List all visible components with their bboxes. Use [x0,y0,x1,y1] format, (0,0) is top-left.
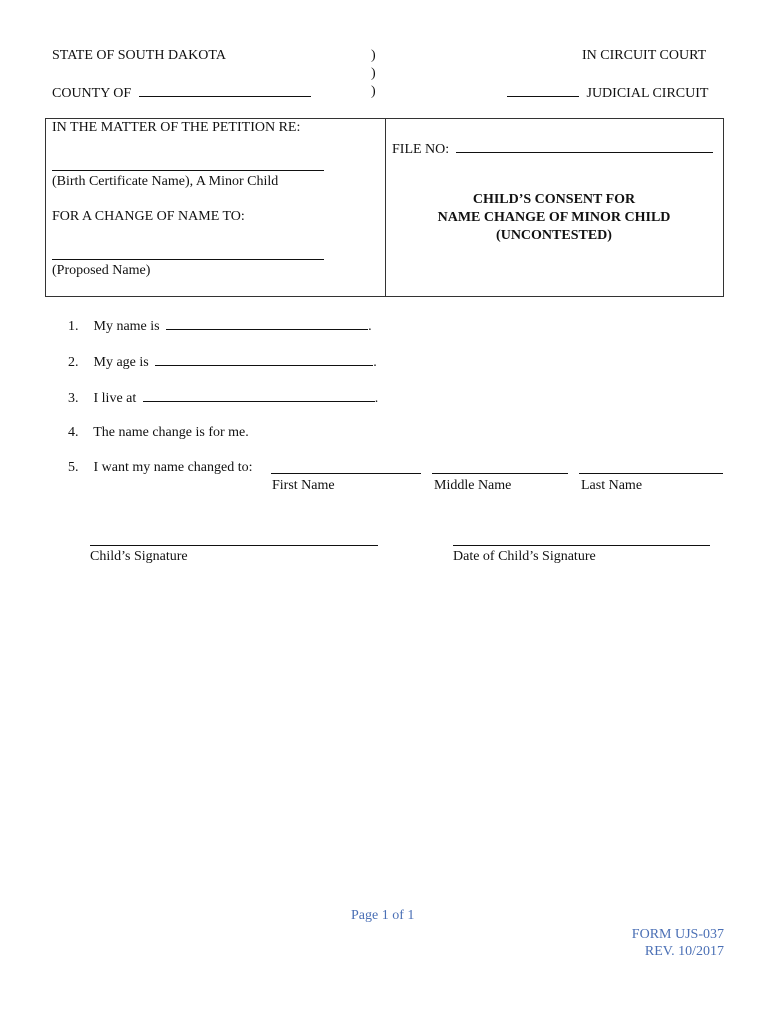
last-name-caption: Last Name [581,478,643,493]
signature-date-caption: Date of Child’s Signature [453,549,596,564]
item-name [68,317,372,335]
first-name-caption: First Name [272,478,335,493]
file-number-label: FILE NO: [392,142,450,157]
first-name-field[interactable] [271,473,421,474]
circuit-heading [507,84,708,102]
item-number: 3. [68,391,79,406]
page-number: Page 1 of 1 [351,908,415,923]
proposed-name-caption: (Proposed Name) [52,263,151,278]
file-number-row [392,140,713,158]
form-title-line-3: (UNCONTESTED) [496,228,612,243]
matter-heading: IN THE MATTER OF THE PETITION RE: [52,120,301,135]
item-for-me [68,425,249,441]
middle-name-caption: Middle Name [434,478,512,493]
item-number: 2. [68,355,79,370]
item-number: 5. [68,460,79,475]
circuit-number-field[interactable] [507,84,579,97]
change-to-heading: FOR A CHANGE OF NAME TO: [52,209,245,224]
paren-1: ) [371,48,376,63]
address-field[interactable] [143,389,375,402]
proposed-name-field[interactable] [52,259,324,260]
county-heading [52,84,311,102]
item-text: My age is [93,355,149,370]
item-age [68,353,377,371]
county-field[interactable] [139,84,311,97]
paren-3: ) [371,84,376,99]
child-signature-field[interactable] [90,545,378,546]
last-name-field[interactable] [579,473,723,474]
signature-date-field[interactable] [453,545,710,546]
birth-name-field[interactable] [52,170,324,171]
form-id: FORM UJS-037 [631,927,724,942]
item-period: . [368,319,372,334]
birth-name-caption: (Birth Certificate Name), A Minor Child [52,174,279,189]
item-address [68,389,378,407]
item-number: 4. [68,425,79,440]
my-name-field[interactable] [166,317,368,330]
item-text: I want my name changed to: [93,460,253,475]
county-label: COUNTY OF [52,86,132,101]
form-title-line-2: NAME CHANGE OF MINOR CHILD [437,210,671,225]
form-title-line-1: CHILD’S CONSENT FOR [472,192,636,207]
item-text: I live at [93,391,137,406]
my-age-field[interactable] [155,353,373,366]
circuit-label: JUDICIAL CIRCUIT [586,86,709,101]
middle-name-field[interactable] [432,473,568,474]
item-period: . [373,355,377,370]
paren-2: ) [371,66,376,81]
item-text: My name is [93,319,160,334]
state-heading: STATE OF SOUTH DAKOTA [52,48,226,63]
item-text: The name change is for me. [93,425,249,440]
item-number: 1. [68,319,79,334]
file-number-field[interactable] [456,140,713,153]
item-period: . [374,391,379,406]
form-revision: REV. 10/2017 [644,944,724,959]
item-new-name [68,460,253,476]
child-signature-caption: Child’s Signature [90,549,188,564]
court-heading: IN CIRCUIT COURT [582,48,707,63]
